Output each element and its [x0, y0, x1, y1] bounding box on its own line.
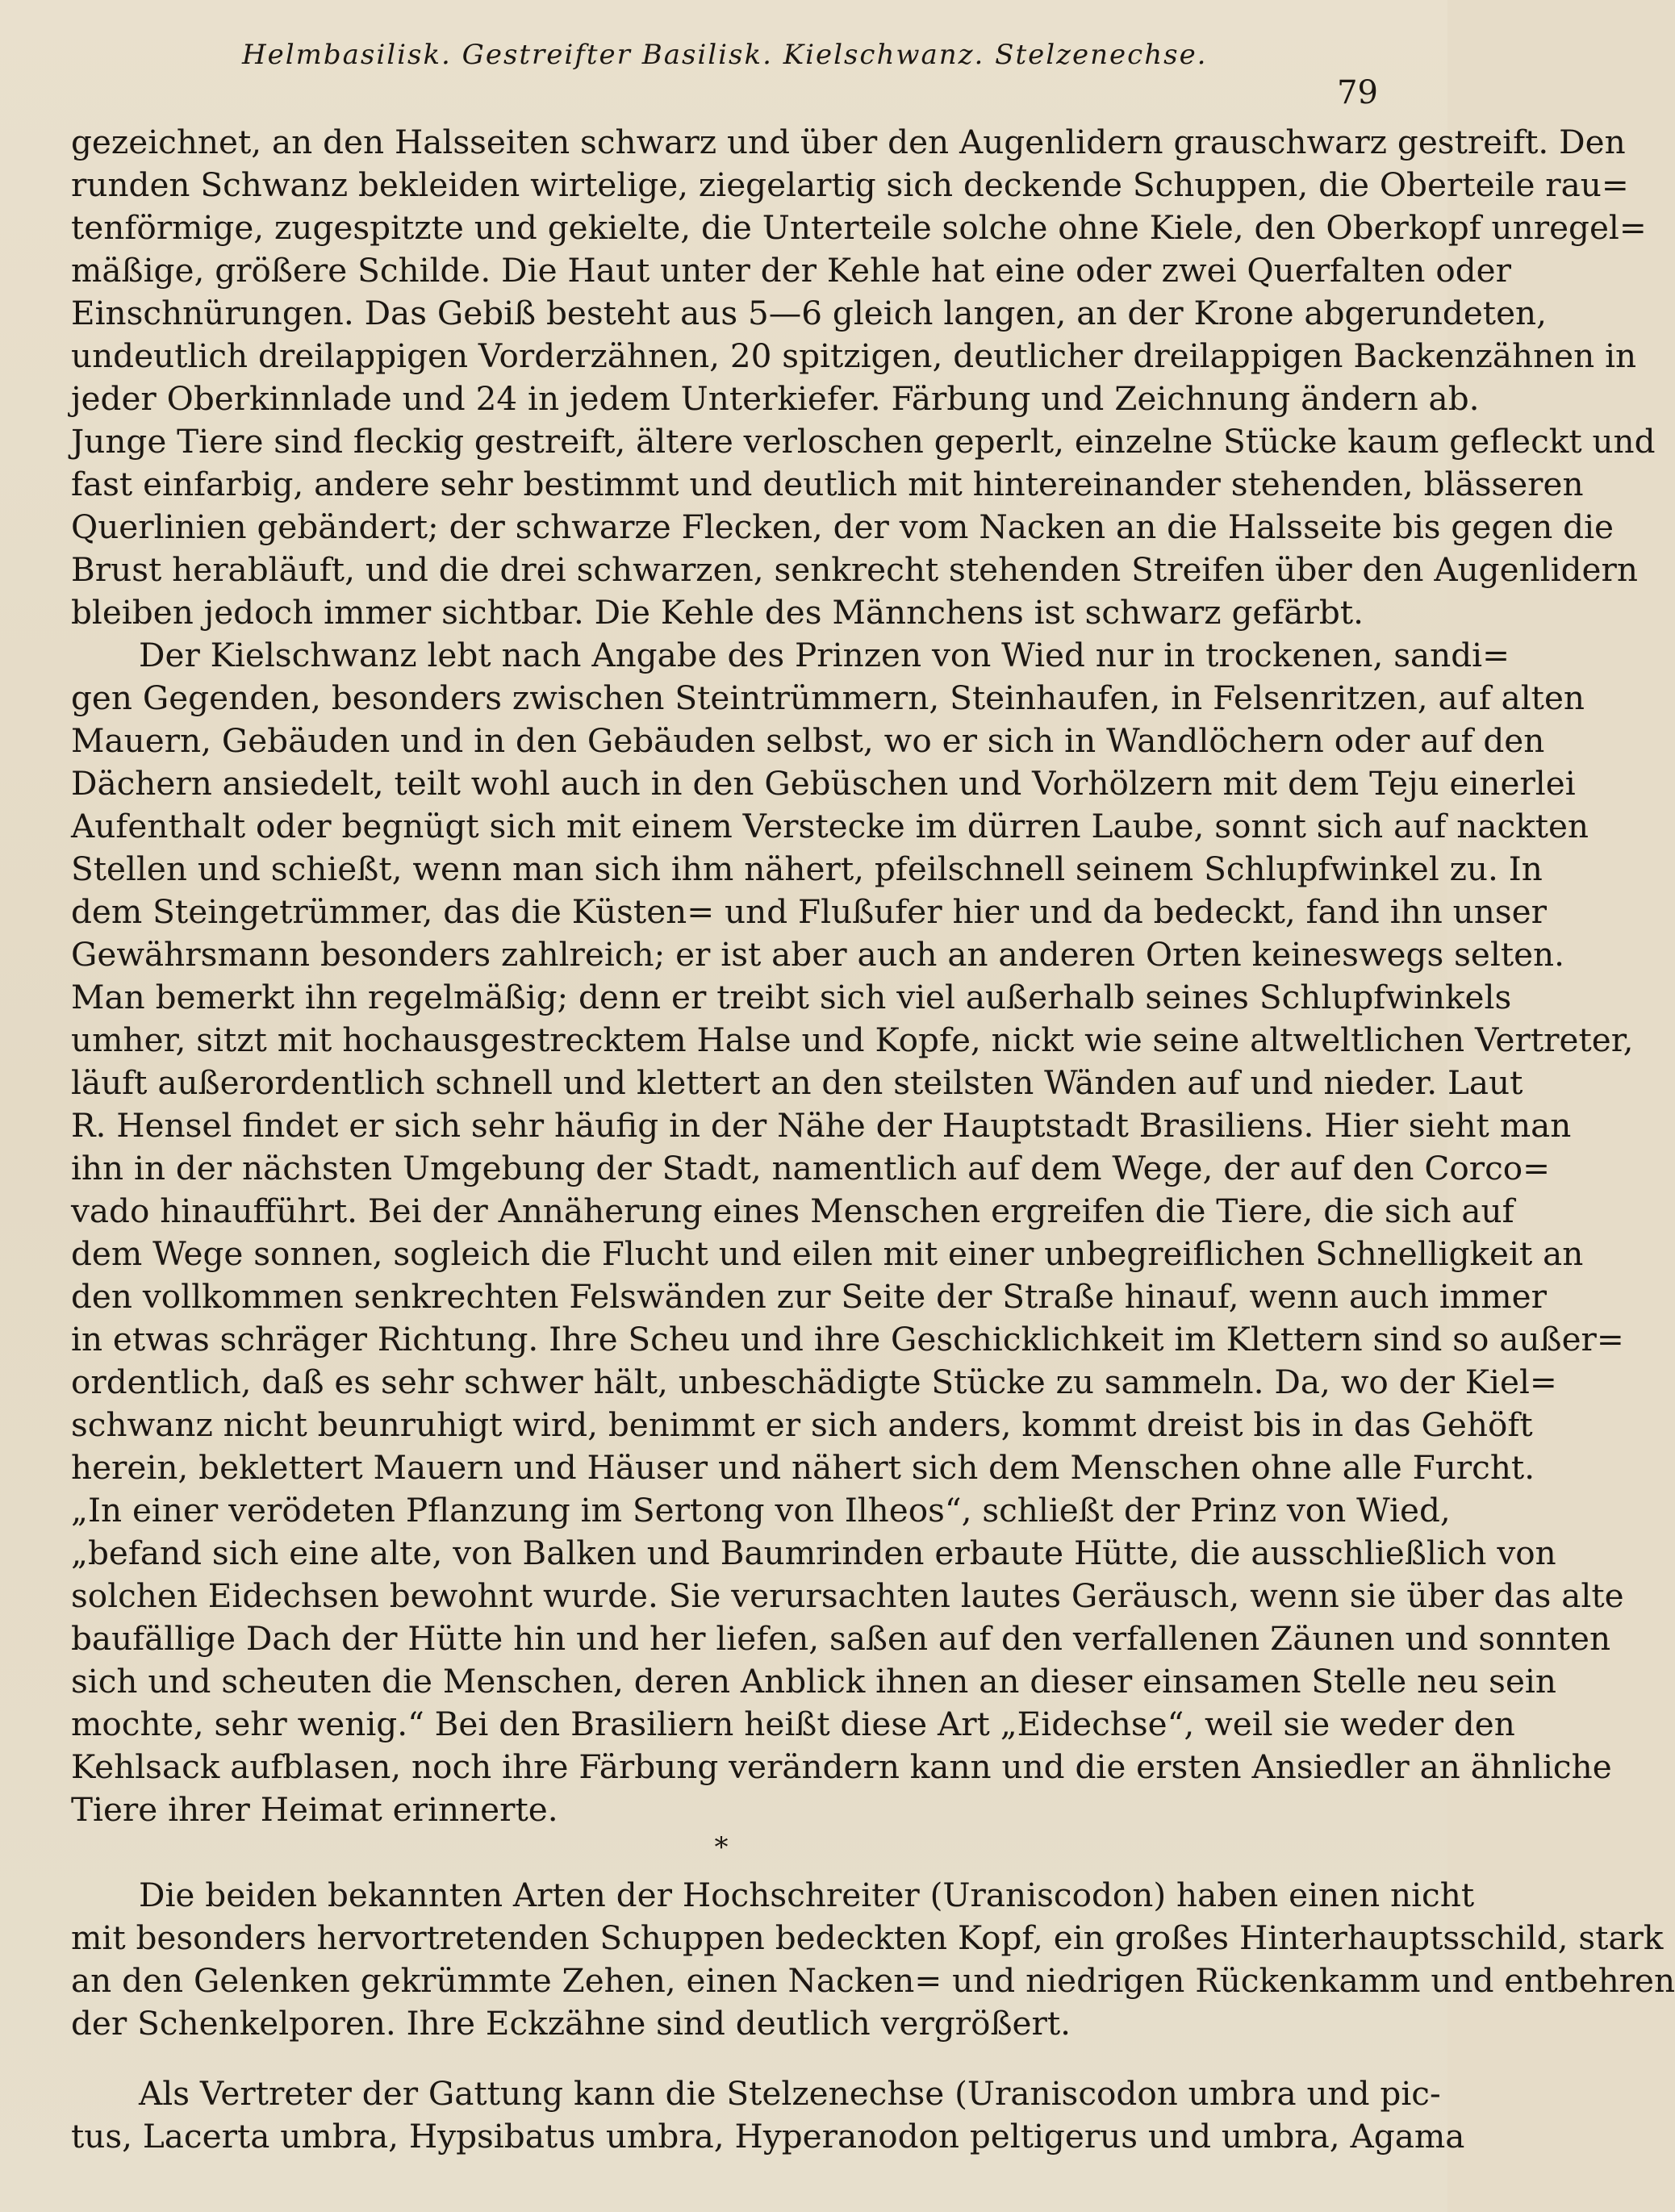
text-line: Einschnürungen. Das Gebiß besteht aus 5—6 gleich langen, an der Krone abgerundeten, — [71, 294, 1548, 332]
body-text — [71, 121, 1675, 2158]
text-line: der Schenkelporen. Ihre Eckzähne sind deutlich vergrößert. — [71, 2004, 1071, 2043]
text-line: dem Steingetrümmer, das die Küsten= und Flußufer hier und da bedeckt, fand ihn unser — [71, 892, 1547, 931]
text-line: Stellen und schießt, wenn man sich ihm nähert, pfeilschnell seinem Schlupfwinkel zu. In — [71, 849, 1543, 888]
text-line: in etwas schräger Richtung. Ihre Scheu und ihre Geschicklichkeit im Klettern sind so außer= — [71, 1320, 1624, 1359]
text-line: sich und scheuten die Menschen, deren Anblick ihnen an dieser einsamen Stelle neu sein — [71, 1662, 1556, 1701]
text-line: mit besonders hervortretenden Schuppen bedeckten Kopf, ein großes Hinterhauptsschild, stark — [71, 1918, 1664, 1957]
text-line: gen Gegenden, besonders zwischen Steintrümmern, Steinhaufen, in Felsenritzen, auf alten — [71, 678, 1585, 717]
paragraph-4 — [71, 2072, 1465, 2158]
paragraph-1 — [71, 121, 1656, 634]
section-separator: * — [714, 1831, 729, 1864]
text-line: Aufenthalt oder begnügt sich mit einem Verstecke im dürren Laube, sonnt sich auf nackten — [71, 807, 1589, 845]
text-line: dem Wege sonnen, sogleich die Flucht und eilen mit einer unbegreiflichen Schnelligkeit an — [71, 1234, 1584, 1273]
text-line: herein, beklettert Mauern und Häuser und nähert sich dem Menschen ohne alle Furcht. — [71, 1448, 1535, 1487]
text-line: Kehlsack aufblasen, noch ihre Färbung verändern kann und die ersten Ansiedler an ähnliche — [71, 1747, 1612, 1786]
text-line: Brust herabläuft, und die drei schwarzen, senkrecht stehenden Streifen über den Augenlidern — [71, 550, 1638, 589]
running-header: Helmbasilisk. Gestreifter Basilisk. Kielschwanz. Stelzenechse. — [242, 39, 1208, 71]
text-line: jeder Oberkinnlade und 24 in jedem Unterkiefer. Färbung und Zeichnung ändern ab. — [71, 379, 1480, 418]
text-line: Querlinien gebändert; der schwarze Flecken, der vom Nacken an die Halsseite bis gegen die — [71, 507, 1614, 546]
text-line: mochte, sehr wenig.“ Bei den Brasiliern heißt diese Art „Eidechse“, weil sie weder den — [71, 1705, 1515, 1743]
text-line: Dächern ansiedelt, teilt wohl auch in den Gebüschen und Vorhölzern mit dem Teju einerlei — [71, 764, 1576, 803]
paragraph-gap — [71, 2045, 1372, 2072]
text-line: bleiben jedoch immer sichtbar. Die Kehle des Männchens ist schwarz gefärbt. — [71, 593, 1364, 632]
text-line: gezeichnet, an den Halsseiten schwarz und über den Augenlidern grauschwarz gestreift. Den — [71, 123, 1626, 161]
text-line: Als Vertreter der Gattung kann die Stelzenechse (Uraniscodon umbra und pic- — [139, 2074, 1441, 2113]
text-line: Man bemerkt ihn regelmäßig; denn er treibt sich viel außerhalb seines Schlupfwinkels — [71, 978, 1512, 1016]
text-line: umher, sitzt mit hochausgestrecktem Halse und Kopfe, nickt wie seine altweltlichen Vertreter, — [71, 1020, 1634, 1059]
page-number: 79 — [1337, 74, 1378, 111]
paragraph-3 — [71, 1874, 1675, 2045]
text-line: undeutlich dreilappigen Vorderzähnen, 20 spitzigen, deutlicher dreilappigen Backenzähnen in — [71, 336, 1637, 375]
text-line: an den Gelenken gekrümmte Zehen, einen Nacken= und niedrigen Rückenkamm und entbehren — [71, 1961, 1675, 2000]
text-line: Der Kielschwanz lebt nach Angabe des Prinzen von Wied nur in trockenen, sandi= — [139, 636, 1510, 674]
text-line: „In einer verödeten Pflanzung im Sertong von Ilheos“, schließt der Prinz von Wied, — [71, 1491, 1451, 1530]
text-line: R. Hensel findet er sich sehr häufig in der Nähe der Hauptstadt Brasiliens. Hier sieht man — [71, 1106, 1572, 1145]
text-line: Die beiden bekannten Arten der Hochschreiter (Uraniscodon) haben einen nicht — [139, 1876, 1475, 1914]
paragraph-2 — [71, 634, 1634, 1831]
text-line: läuft außerordentlich schnell und klettert an den steilsten Wänden auf und nieder. Laut — [71, 1063, 1523, 1102]
text-line: Mauern, Gebäuden und in den Gebäuden selbst, wo er sich in Wandlöchern oder auf den — [71, 721, 1545, 760]
text-line: mäßige, größere Schilde. Die Haut unter der Kehle hat eine oder zwei Querfalten oder — [71, 251, 1511, 290]
text-line: den vollkommen senkrechten Felswänden zur Seite der Straße hinauf, wenn auch immer — [71, 1277, 1547, 1316]
text-line: vado hinaufführt. Bei der Annäherung eines Menschen ergreifen die Tiere, die sich auf — [71, 1192, 1514, 1230]
text-line: Gewährsmann besonders zahlreich; er ist aber auch an anderen Orten keineswegs selten. — [71, 935, 1565, 974]
text-line: Junge Tiere sind fleckig gestreift, ältere verloschen geperlt, einzelne Stücke kaum gefleckt und — [71, 422, 1656, 461]
text-line: runden Schwanz bekleiden wirtelige, ziegelartig sich deckende Schuppen, die Oberteile rau= — [71, 165, 1629, 204]
text-line: solchen Eidechsen bewohnt wurde. Sie verursachten lautes Geräusch, wenn sie über das alte — [71, 1576, 1624, 1615]
text-line: ordentlich, daß es sehr schwer hält, unbeschädigte Stücke zu sammeln. Da, wo der Kiel= — [71, 1363, 1557, 1401]
text-line: tenförmige, zugespitzte und gekielte, die Unterteile solche ohne Kiele, den Oberkopf unregel= — [71, 208, 1647, 247]
text-line: „befand sich eine alte, von Balken und Baumrinden erbaute Hütte, die ausschließlich von — [71, 1534, 1556, 1572]
text-line: tus, Lacerta umbra, Hypsibatus umbra, Hyperanodon peltigerus und umbra, Agama — [71, 2117, 1465, 2156]
text-line: schwanz nicht beunruhigt wird, benimmt er sich anders, kommt dreist bis in das Gehöft — [71, 1405, 1533, 1444]
text-line: Tiere ihrer Heimat erinnerte. — [71, 1790, 558, 1829]
text-line: fast einfarbig, andere sehr bestimmt und deutlich mit hintereinander stehenden, blässeren — [71, 465, 1584, 503]
text-line: ihn in der nächsten Umgebung der Stadt, namentlich auf dem Wege, der auf den Corco= — [71, 1149, 1551, 1187]
text-line: baufällige Dach der Hütte hin und her liefen, saßen auf den verfallenen Zäunen und sonnten — [71, 1619, 1611, 1658]
